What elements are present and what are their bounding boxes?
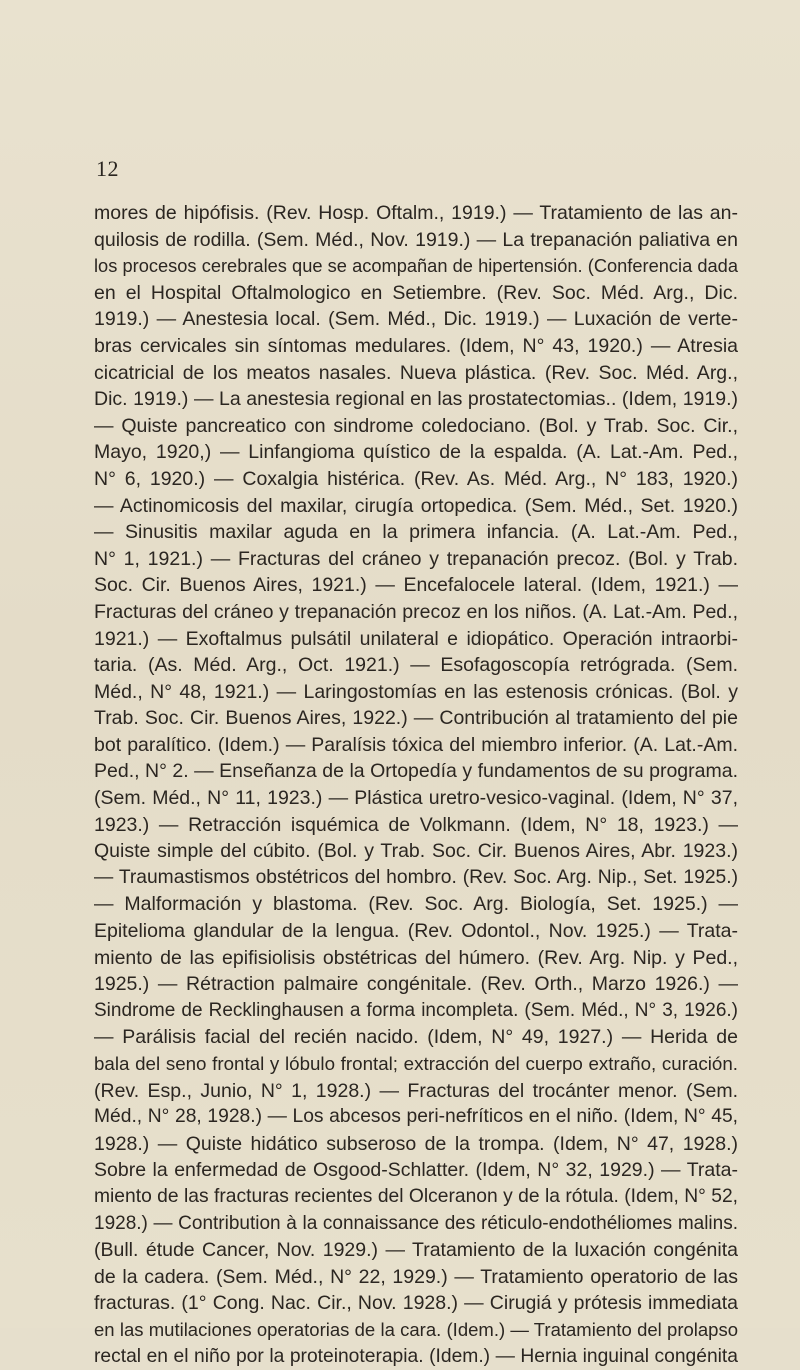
text-line: (Rev. Esp., Junio, N° 1, 1928.) — Fracturas del trocánter menor. (Sem. — [94, 1079, 738, 1102]
text-line: N° 1, 1921.) — Fracturas del cráneo y trepanación precoz. (Bol. y Trab. — [94, 547, 738, 570]
text-line: 1919.) — Anestesia local. (Sem. Méd., Dic. 1919.) — Luxación de verte- — [94, 308, 738, 331]
text-line: bot paralítico. (Idem.) — Paralísis tóxica del miembro inferior. (A. Lat.-Am. — [94, 733, 738, 756]
text-line: Soc. Cir. Buenos Aires, 1921.) — Encefalocele lateral. (Idem, 1921.) — — [94, 574, 738, 597]
text-line: Sindrome de Recklinghausen a forma incompleta. (Sem. Méd., N° 3, 1926.) — [94, 999, 738, 1021]
text-line: quilosis de rodilla. (Sem. Méd., Nov. 1919.) — La trepanación paliativa en — [94, 228, 738, 251]
text-line: bras cervicales sin síntomas medulares. (Idem, N° 43, 1920.) — Atresia — [94, 334, 738, 357]
text-line: fracturas. (1° Cong. Nac. Cir., Nov. 1928.) — Cirugiá y prótesis immediata — [94, 1292, 738, 1315]
text-line: — Quiste pancreatico con sindrome coledociano. (Bol. y Trab. Soc. Cir., — [94, 414, 738, 437]
text-line: Fracturas del cráneo y trepanación precoz en los niños. (A. Lat.-Am. Ped., — [94, 600, 738, 623]
text-line: Sobre la enfermedad de Osgood-Schlatter. (Idem, N° 32, 1929.) — Trata- — [94, 1159, 738, 1182]
text-line: 1928.) — Quiste hidático subseroso de la trompa. (Idem, N° 47, 1928.) — [94, 1132, 738, 1155]
text-line: — Traumastismos obstétricos del hombro. (Rev. Soc. Arg. Nip., Set. 1925.) — [94, 866, 738, 888]
text-line: 1923.) — Retracción isquémica de Volkmann. (Idem, N° 18, 1923.) — — [94, 813, 738, 836]
page-number: 12 — [96, 156, 119, 181]
text-line: — Parálisis facial del recién nacido. (Idem, N° 49, 1927.) — Herida de — [94, 1026, 738, 1049]
text-line: (Bull. étude Cancer, Nov. 1929.) — Tratamiento de la luxación congénita — [94, 1239, 738, 1262]
text-line: 1925.) — Rétraction palmaire congénitale. (Rev. Orth., Marzo 1926.) — — [94, 973, 738, 996]
text-line: — Sinusitis maxilar aguda en la primera infancia. (A. Lat.-Am. Ped., — [94, 521, 738, 544]
text-line: Méd., N° 28, 1928.) — Los abcesos peri-nefríticos en el niño. (Idem, N° 45, — [94, 1106, 738, 1128]
text-line: rectal en el niño por la proteinoterapia. (Idem.) — Hernia inguinal congénita — [94, 1345, 738, 1367]
text-line: N° 6, 1920.) — Coxalgia histérica. (Rev. As. Méd. Arg., N° 183, 1920.) — [94, 467, 738, 490]
text-line: taria. (As. Méd. Arg., Oct. 1921.) — Esofagoscopía retrógrada. (Sem. — [94, 654, 738, 677]
text-line: Quiste simple del cúbito. (Bol. y Trab. Soc. Cir. Buenos Aires, Abr. 1923.) — [94, 840, 738, 863]
text-line: bala del seno frontal y lóbulo frontal; extracción del cuerpo extraño, curación. — [94, 1053, 738, 1074]
text-line: Méd., N° 48, 1921.) — Laringostomías en las estenosis crónicas. (Bol. y — [94, 680, 738, 703]
text-line: cicatricial de los meatos nasales. Nueva plástica. (Rev. Soc. Méd. Arg., — [94, 361, 738, 384]
text-line: Dic. 1919.) — La anestesia regional en las prostatectomias.. (Idem, 1919.) — [94, 388, 738, 411]
text-line: en las mutilaciones operatorias de la cara. (Idem.) — Tratamiento del prolapso — [94, 1318, 738, 1340]
text-line: miento de las epifisiolisis obstétricas del húmero. (Rev. Arg. Nip. y Ped., — [94, 946, 738, 969]
text-line: — Malformación y blastoma. (Rev. Soc. Arg. Biología, Set. 1925.) — — [94, 893, 738, 916]
text-line: Trab. Soc. Cir. Buenos Aires, 1922.) — Contribución al tratamiento del pie — [94, 707, 738, 730]
text-line: Mayo, 1920,) — Linfangioma quístico de la espalda. (A. Lat.-Am. Ped., — [94, 441, 738, 464]
text-line: — Actinomicosis del maxilar, cirugía ortopedica. (Sem. Méd., Set. 1920.) — [94, 494, 738, 517]
text-line: Ped., N° 2. — Enseñanza de la Ortopedía y fundamentos de su programa. — [94, 760, 738, 783]
text-line: mores de hipófisis. (Rev. Hosp. Oftalm., 1919.) — Tratamiento de las an- — [94, 202, 738, 224]
text-line: 1921.) — Exoftalmus pulsátil unilateral e idiopático. Operación intraorbi- — [94, 627, 738, 650]
body-text — [94, 200, 738, 1370]
text-line: miento de las fracturas recientes del Olceranon y de la rótula. (Idem, N° 52, — [94, 1185, 738, 1207]
text-line: Epitelioma glandular de la lengua. (Rev. Odontol., Nov. 1925.) — Trata- — [94, 920, 738, 943]
text-line: de la cadera. (Sem. Méd., N° 22, 1929.) — Tratamiento operatorio de las — [94, 1265, 738, 1288]
text-line: 1928.) — Contribution à la connaissance des réticulo-endothéliomes malins. — [94, 1212, 738, 1234]
text-line: (Sem. Méd., N° 11, 1923.) — Plástica uretro-vesico-vaginal. (Idem, N° 37, — [94, 787, 738, 810]
text-line: en el Hospital Oftalmologico en Setiembre. (Rev. Soc. Méd. Arg., Dic. — [94, 281, 738, 304]
text-line: los procesos cerebrales que se acompañan de hipertensión. (Conferencia dada — [94, 255, 738, 277]
